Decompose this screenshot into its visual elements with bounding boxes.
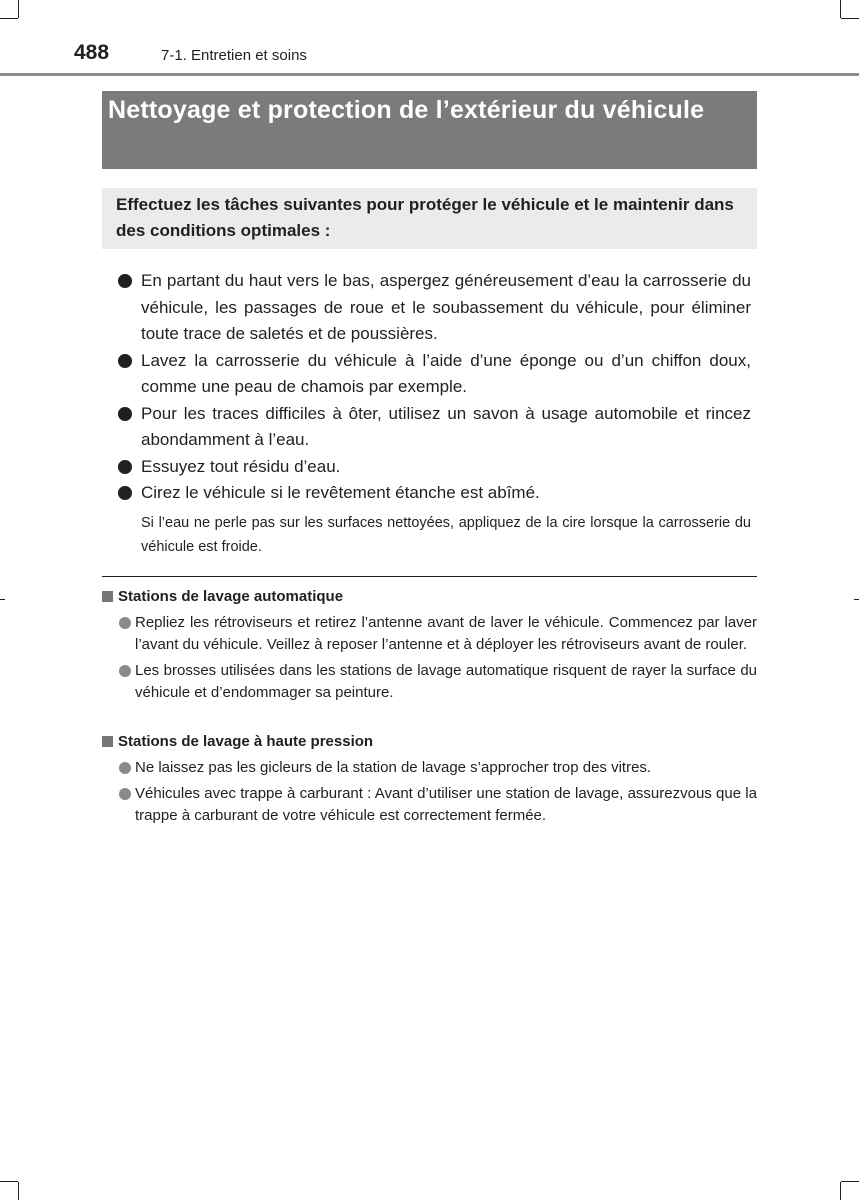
crop-mark xyxy=(840,0,841,18)
square-bullet-icon xyxy=(102,736,113,747)
crop-mark xyxy=(18,0,19,18)
list-item xyxy=(102,757,757,779)
list-item-text: Lavez la carrosserie du véhicule à l’aide d’une éponge ou d’un chiffon doux, comme une peau de chamois par exemple. xyxy=(141,350,751,396)
square-bullet-icon xyxy=(102,591,113,602)
bullet-dot-icon xyxy=(118,354,132,368)
crop-mark xyxy=(841,18,859,19)
crop-mark xyxy=(854,599,859,600)
page-number: 488 xyxy=(74,41,110,64)
bullet-dot-icon xyxy=(118,486,132,500)
bullet-dot-icon xyxy=(118,274,132,288)
subsection-automatic-wash xyxy=(102,586,757,704)
list-item xyxy=(102,783,757,827)
section-label: 7-1. Entretien et soins xyxy=(161,47,307,64)
crop-mark xyxy=(18,1182,19,1200)
list-item xyxy=(102,612,757,656)
bullet-dot-icon xyxy=(118,460,132,474)
list-item xyxy=(117,401,751,454)
crop-mark xyxy=(0,1181,18,1182)
list-item-text: Essuyez tout résidu d’eau. xyxy=(141,456,341,476)
crop-mark xyxy=(840,1182,841,1200)
list-item-text: En partant du haut vers le bas, aspergez généreusement d’eau la carrosserie du véhicule, les passages de roue et le soubassement du véhicule, pour éliminer toute trace de saletés et de poussières. xyxy=(141,271,751,343)
subsection-high-pressure-wash xyxy=(102,731,757,827)
page-title: Nettoyage et protection de l’extérieur du véhicule xyxy=(102,91,757,169)
intro-text: Effectuez les tâches suivantes pour protéger le véhicule et le maintenir dans des conditions optimales : xyxy=(102,188,757,249)
subsection-title: Stations de lavage automatique xyxy=(102,586,757,608)
note-text: Si l’eau ne perle pas sur les surfaces nettoyées, appliquez de la cire lorsque la carrosserie du véhicule est froide. xyxy=(141,515,751,555)
crop-mark xyxy=(0,599,5,600)
list-item xyxy=(117,348,751,401)
list-item-text: Repliez les rétroviseurs et retirez l’antenne avant de laver le véhicule. Commencez par laver l’avant du véhicule. Veillez à reposer l’antenne et à déployer les rétroviseurs avant de rouler. xyxy=(135,614,757,653)
bullet-dot-icon xyxy=(119,762,131,774)
list-item xyxy=(117,454,751,481)
bullet-list xyxy=(117,268,751,507)
list-item xyxy=(117,480,751,507)
crop-mark xyxy=(841,1181,859,1182)
list-item xyxy=(102,660,757,704)
subsection-title: Stations de lavage à haute pression xyxy=(102,731,757,753)
bullet-dot-icon xyxy=(119,617,131,629)
section-divider xyxy=(102,576,757,577)
bullet-dot-icon xyxy=(119,788,131,800)
bullet-dot-icon xyxy=(119,665,131,677)
crop-mark xyxy=(0,18,18,19)
list-item-text: Pour les traces difficiles à ôter, utilisez un savon à usage automobile et rincez abondamment à l’eau. xyxy=(141,403,751,449)
list-item-text: Ne laissez pas les gicleurs de la station de lavage s’approcher trop des vitres. xyxy=(135,759,652,776)
list-item xyxy=(117,268,751,348)
bullet-dot-icon xyxy=(118,407,132,421)
list-item-text: Les brosses utilisées dans les stations de lavage automatique risquent de rayer la surface du véhicule et d’endommager sa peinture. xyxy=(135,662,757,701)
list-item-text: Cirez le véhicule si le revêtement étanche est abîmé. xyxy=(141,483,540,502)
header-divider xyxy=(0,73,859,76)
list-item-text: Véhicules avec trappe à carburant : Avant d’utiliser une station de lavage, assurezvous que la trappe à carburant de votre véhicule est correctement fermée. xyxy=(135,785,757,824)
